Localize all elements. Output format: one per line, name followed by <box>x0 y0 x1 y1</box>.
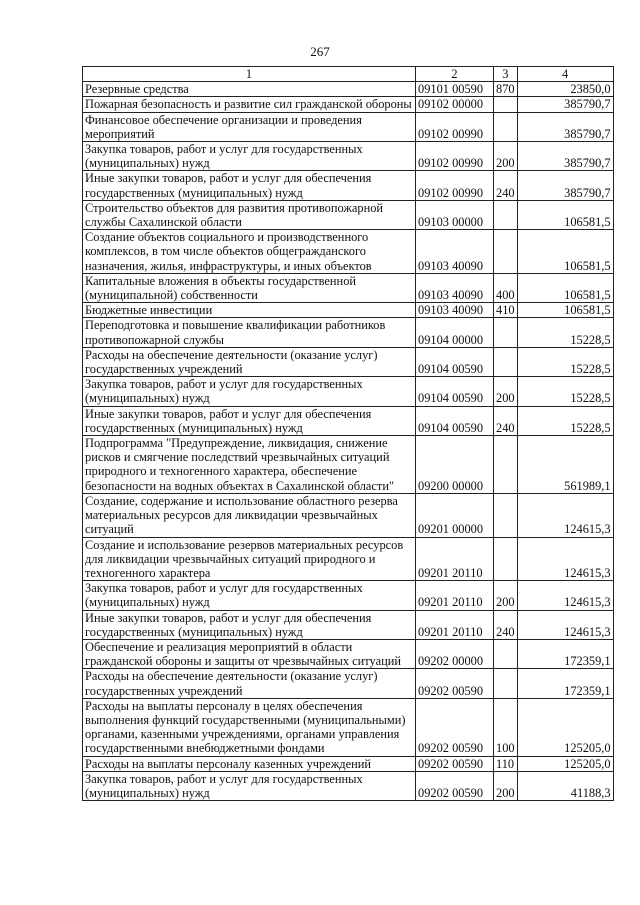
table-row <box>83 97 614 112</box>
amount-cell: 125205,0 <box>517 698 613 756</box>
type-cell <box>494 318 518 347</box>
amount-cell: 15228,5 <box>517 406 613 435</box>
code-cell: 09102 00000 <box>416 97 494 112</box>
amount-cell: 15228,5 <box>517 347 613 376</box>
name-cell: Создание объектов социального и производственного комплексов, в том числе объектов общегражданского назначения, жилья, инфраструктуры, и иных объектов <box>83 230 416 274</box>
code-cell: 09200 00000 <box>416 436 494 494</box>
name-cell: Иные закупки товаров, работ и услуг для обеспечения государственных (муниципальных) нужд <box>83 171 416 200</box>
table-row <box>83 230 614 274</box>
name-cell: Пожарная безопасность и развитие сил гражданской обороны <box>83 97 416 112</box>
type-cell: 240 <box>494 610 518 639</box>
name-cell: Создание и использование резервов материальных ресурсов для ликвидации чрезвычайных ситуаций природного и техногенного характера <box>83 537 416 581</box>
type-cell: 400 <box>494 273 518 302</box>
type-cell <box>494 436 518 494</box>
type-cell <box>494 493 518 537</box>
amount-cell: 15228,5 <box>517 318 613 347</box>
name-cell: Финансовое обеспечение организации и проведения мероприятий <box>83 112 416 141</box>
name-cell: Расходы на выплаты персоналу казенных учреждений <box>83 756 416 771</box>
code-cell: 09201 20110 <box>416 537 494 581</box>
table-row <box>83 200 614 229</box>
name-cell: Закупка товаров, работ и услуг для государственных (муниципальных) нужд <box>83 377 416 406</box>
type-cell <box>494 97 518 112</box>
code-cell: 09101 00590 <box>416 82 494 97</box>
name-cell: Расходы на обеспечение деятельности (оказание услуг) государственных учреждений <box>83 669 416 698</box>
table-row <box>83 347 614 376</box>
header-col-2: 2 <box>416 67 494 82</box>
header-col-4: 4 <box>517 67 613 82</box>
amount-cell: 385790,7 <box>517 112 613 141</box>
code-cell: 09103 40090 <box>416 303 494 318</box>
type-cell <box>494 347 518 376</box>
code-cell: 09104 00590 <box>416 347 494 376</box>
code-cell: 09102 00990 <box>416 112 494 141</box>
amount-cell: 385790,7 <box>517 171 613 200</box>
page-number: 267 <box>310 44 330 59</box>
amount-cell: 106581,5 <box>517 200 613 229</box>
amount-cell: 106581,5 <box>517 303 613 318</box>
amount-cell: 23850,0 <box>517 82 613 97</box>
type-cell: 240 <box>494 171 518 200</box>
code-cell: 09202 00590 <box>416 669 494 698</box>
table-row <box>83 171 614 200</box>
table-row <box>83 610 614 639</box>
amount-cell: 15228,5 <box>517 377 613 406</box>
type-cell <box>494 112 518 141</box>
name-cell: Расходы на обеспечение деятельности (оказание услуг) государственных учреждений <box>83 347 416 376</box>
name-cell: Строительство объектов для развития противопожарной службы Сахалинской области <box>83 200 416 229</box>
amount-cell: 385790,7 <box>517 142 613 171</box>
table-row <box>83 639 614 668</box>
code-cell: 09201 20110 <box>416 610 494 639</box>
table-row <box>83 406 614 435</box>
table-row <box>83 771 614 800</box>
table-row <box>83 273 614 302</box>
name-cell: Переподготовка и повышение квалификации работников противопожарной службы <box>83 318 416 347</box>
table-row <box>83 318 614 347</box>
name-cell: Расходы на выплаты персоналу в целях обеспечения выполнения функций государственными (муниципальными) органами, казенными учреждениями, органами управления государственными внебюджетными фондами <box>83 698 416 756</box>
code-cell: 09103 40090 <box>416 273 494 302</box>
amount-cell: 125205,0 <box>517 756 613 771</box>
name-cell: Бюджетные инвестиции <box>83 303 416 318</box>
code-cell: 09202 00590 <box>416 756 494 771</box>
amount-cell: 124615,3 <box>517 537 613 581</box>
type-cell <box>494 200 518 229</box>
name-cell: Иные закупки товаров, работ и услуг для обеспечения государственных (муниципальных) нужд <box>83 406 416 435</box>
amount-cell: 124615,3 <box>517 493 613 537</box>
type-cell <box>494 230 518 274</box>
amount-cell: 172359,1 <box>517 669 613 698</box>
type-cell <box>494 639 518 668</box>
header-row <box>83 67 614 82</box>
type-cell <box>494 669 518 698</box>
budget-table <box>82 66 614 801</box>
amount-cell: 124615,3 <box>517 610 613 639</box>
type-cell: 100 <box>494 698 518 756</box>
amount-cell: 385790,7 <box>517 97 613 112</box>
table-row <box>83 581 614 610</box>
header-col-1: 1 <box>83 67 416 82</box>
code-cell: 09202 00000 <box>416 639 494 668</box>
code-cell: 09102 00990 <box>416 171 494 200</box>
type-cell: 110 <box>494 756 518 771</box>
table-row <box>83 669 614 698</box>
amount-cell: 172359,1 <box>517 639 613 668</box>
table-row <box>83 537 614 581</box>
amount-cell: 561989,1 <box>517 436 613 494</box>
amount-cell: 41188,3 <box>517 771 613 800</box>
amount-cell: 106581,5 <box>517 273 613 302</box>
table-row <box>83 493 614 537</box>
table-row <box>83 112 614 141</box>
type-cell: 200 <box>494 581 518 610</box>
name-cell: Закупка товаров, работ и услуг для государственных (муниципальных) нужд <box>83 142 416 171</box>
name-cell: Закупка товаров, работ и услуг для государственных (муниципальных) нужд <box>83 771 416 800</box>
code-cell: 09104 00000 <box>416 318 494 347</box>
table-row <box>83 698 614 756</box>
name-cell: Иные закупки товаров, работ и услуг для обеспечения государственных (муниципальных) нужд <box>83 610 416 639</box>
table-row <box>83 436 614 494</box>
header-col-3: 3 <box>494 67 518 82</box>
type-cell: 870 <box>494 82 518 97</box>
code-cell: 09102 00990 <box>416 142 494 171</box>
code-cell: 09103 40090 <box>416 230 494 274</box>
name-cell: Создание, содержание и использование областного резерва материальных ресурсов для ликвидации чрезвычайных ситуаций <box>83 493 416 537</box>
name-cell: Резервные средства <box>83 82 416 97</box>
code-cell: 09104 00590 <box>416 377 494 406</box>
amount-cell: 106581,5 <box>517 230 613 274</box>
code-cell: 09201 00000 <box>416 493 494 537</box>
code-cell: 09202 00590 <box>416 771 494 800</box>
type-cell <box>494 537 518 581</box>
code-cell: 09103 00000 <box>416 200 494 229</box>
name-cell: Подпрограмма "Предупреждение, ликвидация, снижение рисков и смягчение последствий чрезвычайных ситуаций природного и техногенного характера, обеспечение безопасности на водных объектах в Сахалинской области" <box>83 436 416 494</box>
table-row <box>83 82 614 97</box>
name-cell: Закупка товаров, работ и услуг для государственных (муниципальных) нужд <box>83 581 416 610</box>
code-cell: 09104 00590 <box>416 406 494 435</box>
name-cell: Капитальные вложения в объекты государственной (муниципальной) собственности <box>83 273 416 302</box>
type-cell: 200 <box>494 771 518 800</box>
table-row <box>83 377 614 406</box>
type-cell: 200 <box>494 142 518 171</box>
code-cell: 09202 00590 <box>416 698 494 756</box>
type-cell: 200 <box>494 377 518 406</box>
table-row <box>83 303 614 318</box>
code-cell: 09201 20110 <box>416 581 494 610</box>
type-cell: 410 <box>494 303 518 318</box>
name-cell: Обеспечение и реализация мероприятий в области гражданской обороны и защиты от чрезвычайных ситуаций <box>83 639 416 668</box>
table-row <box>83 142 614 171</box>
table-row <box>83 756 614 771</box>
amount-cell: 124615,3 <box>517 581 613 610</box>
type-cell: 240 <box>494 406 518 435</box>
